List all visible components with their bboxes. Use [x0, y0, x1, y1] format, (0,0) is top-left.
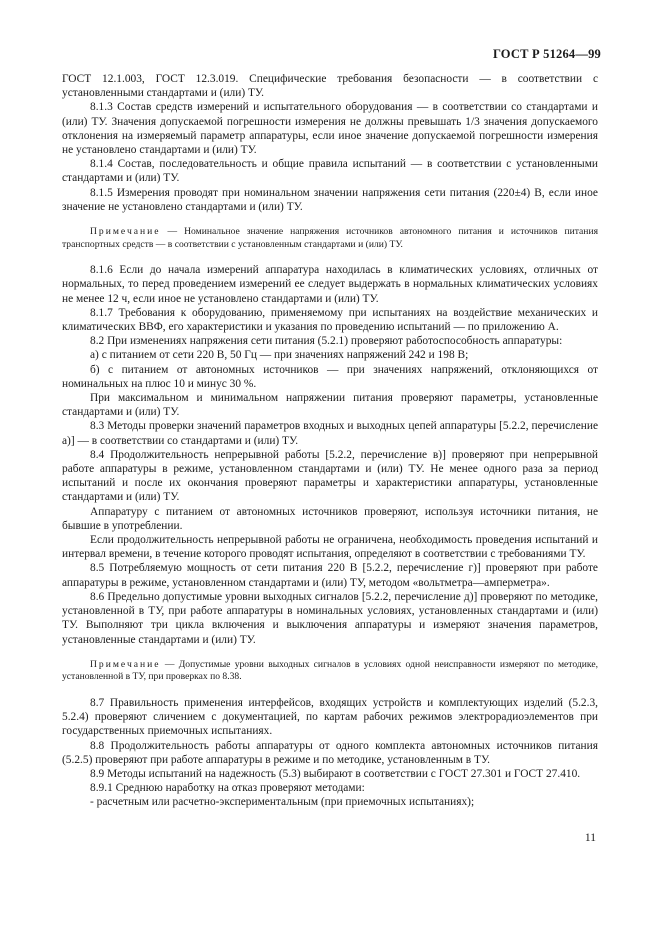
list-item-a: а) с питанием от сети 220 В, 50 Гц — при значениях напряжений 242 и 198 В; — [90, 349, 469, 362]
note-text: — Допустимые уровни выходных сигналов в условиях одной неисправности измеряют по методике, установленной в ТУ, при проверках по 8.38. — [62, 658, 598, 683]
list-item: - расчетным или расчетно-экспериментальным (при приемочных испытаниях); — [90, 796, 475, 809]
note-text: — Номинальное значение напряжения источников автономного питания и источников питания транспортных средств — в соответствии с установленным стандартами и (или) ТУ. — [62, 226, 598, 250]
list-item-b: б) с питанием от автономных источников — при значениях напряжений, отклоняющихся от номинальных на плюс 10 и минус 30 %. — [62, 363, 598, 390]
paragraph: ГОСТ 12.1.003, ГОСТ 12.3.019. Специфические требования безопасности — в соответствии с установленными стандартами и (или) ТУ. — [62, 73, 598, 100]
paragraph: Аппаратуру с питанием от автономных источников проверяют, используя источники питания, не бывшие в употреблении. — [62, 505, 598, 532]
paragraph-8-1-7: 8.1.7 Требования к оборудованию, применяемому при испытаниях на воздействие механических и климатических ВВФ, его характеристики и указания по проведению испытаний — по приложению А. — [62, 306, 598, 334]
document-body — [62, 72, 598, 810]
note-2 — [62, 659, 598, 684]
note-label: Примечание — [90, 658, 161, 670]
note-label: Примечание — [90, 226, 161, 238]
paragraph-8-1-6: 8.1.6 Если до начала измерений аппаратура находилась в климатических условиях, отличных от нормальных, то перед проведением измерений ее следует выдержать в нормальных климатических условиях не менее 12 ч, если иное не установлено стандартами и (или) ТУ. — [62, 264, 598, 305]
paragraph-8-9: 8.9 Методы испытаний на надежность (5.3) выбирают в соответствии с ГОСТ 27.301 и ГОСТ 27.410. — [90, 767, 581, 780]
paragraph-8-1-4: 8.1.4 Состав, последовательность и общие правила испытаний — в соответствии с установленными стандартами и (или) ТУ. — [62, 158, 598, 185]
paragraph-8-7: 8.7 Правильность применения интерфейсов, входящих устройств и комплектующих изделий (5.2.3, 5.2.4) проверяют сличением с документацией, по картам рабочих режимов электрорадиоэлементов при государственных приемочных испытаниях. — [62, 696, 598, 738]
paragraph-8-4: 8.4 Продолжительность непрерывной работы [5.2.2, перечисление в)] проверяют при непрерывной работе аппаратуры в режиме, установленном стандартами и (или) ТУ. Не менее одного раза за период испытаний и после их окончания проверяют параметры и характеристики аппаратуры, установленные стандартами и (или) ТУ. — [62, 448, 598, 504]
paragraph-8-1-5: 8.1.5 Измерения проводят при номинальном значении напряжения сети питания (220±4) В, если иное значение не установлено стандартами и (или) ТУ. — [62, 186, 598, 213]
paragraph-8-9-1: 8.9.1 Среднюю наработку на отказ проверяют методами: — [90, 782, 365, 795]
paragraph-8-2: 8.2 При изменениях напряжения сети питания (5.2.1) проверяют работоспособность аппаратуры: — [90, 335, 563, 348]
paragraph-8-5: 8.5 Потребляемую мощность от сети питания 220 В [5.2.2, перечисление г)] проверяют при работе аппаратуры в режиме, установленном стандартами и (или) ТУ, методом «вольтметра—амперметра». — [62, 562, 598, 589]
paragraph: Если продолжительность непрерывной работы не ограничена, необходимость проведения испытаний и интервал времени, в течение которого проводят испытания, определяют в соответствии с требованиями ТУ. — [62, 534, 598, 561]
note-1 — [62, 226, 598, 251]
page-number: 11 — [584, 832, 596, 844]
paragraph-8-6: 8.6 Предельно допустимые уровни выходных сигналов [5.2.2, перечисление д)] проверяют по методике, установленной в ТУ, при работе аппаратуры в номинальных условиях, установленных стандартами и (или) ТУ. Выполняют три цикла включения и выключения аппаратуры и измеряют значения параметров, установленные стандартами и (или) ТУ. — [62, 590, 598, 646]
paragraph-8-3: 8.3 Методы проверки значений параметров входных и выходных цепей аппаратуры [5.2.2, перечисление а)] — в соответствии со стандартами и (или) ТУ. — [62, 420, 598, 447]
paragraph-8-8: 8.8 Продолжительность работы аппаратуры от одного комплекта автономных источников питания (5.2.5) проверяют при работе аппаратуры в режиме и по методике, установленным в ТУ. — [62, 739, 598, 766]
paragraph-8-1-3: 8.1.3 Состав средств измерений и испытательного оборудования — в соответствии со стандартами и (или) ТУ. Значения допускаемой погрешности измерения не должны превышать 1/3 значения допускаемого отклонения на измеряемый параметр аппаратуры, если иное значение допускаемой погрешности измерения не установлено стандартами и (или) ТУ. — [62, 101, 598, 157]
paragraph: При максимальном и минимальном напряжении питания проверяют параметры, установленные стандартами и (или) ТУ. — [62, 392, 598, 419]
document-header: ГОСТ Р 51264—99 — [492, 47, 601, 61]
